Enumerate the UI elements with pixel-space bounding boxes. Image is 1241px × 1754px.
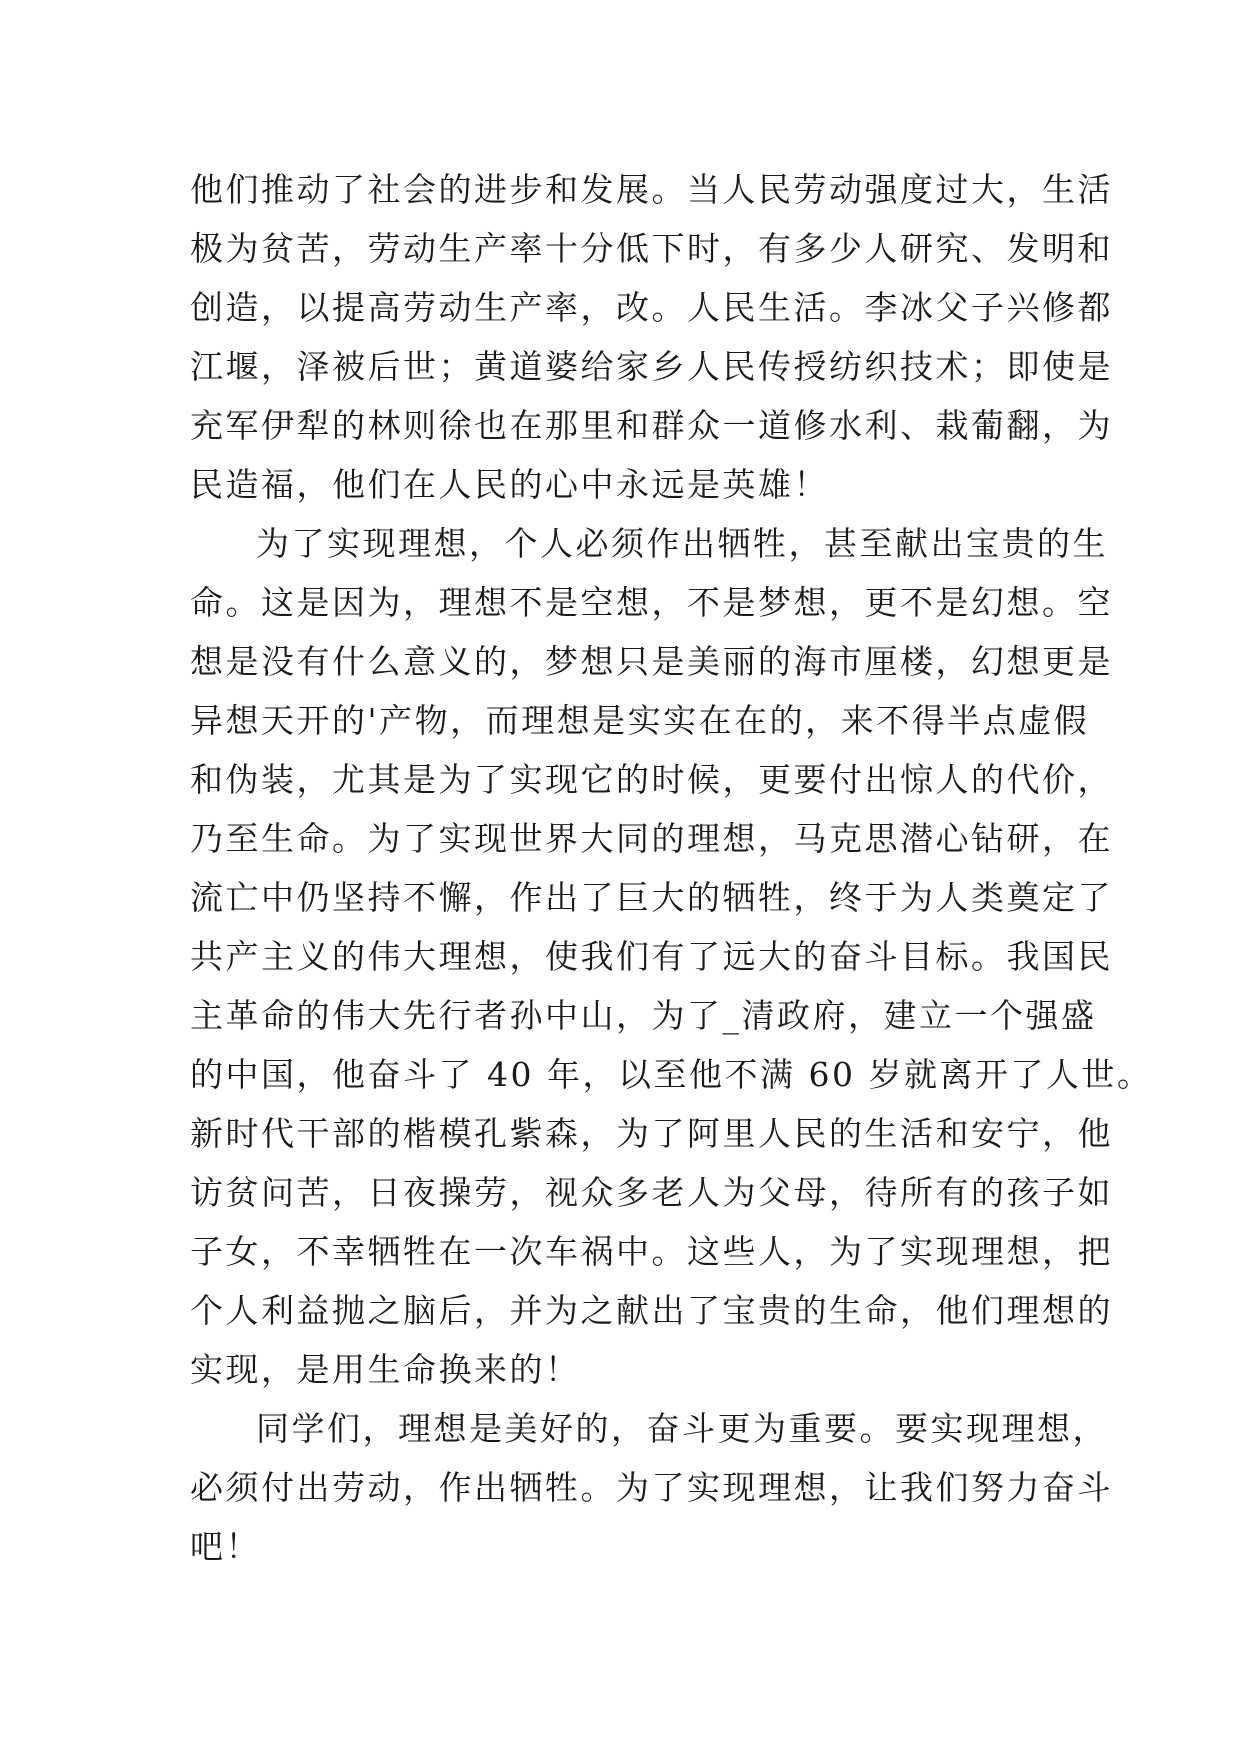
text-line: 子女，不幸牺牲在一次车祸中。这些人，为了实现理想，把 bbox=[190, 1232, 1113, 1271]
paragraph-1 bbox=[190, 160, 1113, 514]
text-line: 为了实现理想，个人必须作出牺牲，甚至献出宝贵的生 bbox=[256, 524, 1108, 563]
text-line: 想是没有什么意义的，梦想只是美丽的海市厘楼，幻想更是 bbox=[190, 642, 1113, 681]
paragraph-2 bbox=[190, 514, 1153, 1399]
text-line: 吧！ bbox=[190, 1527, 261, 1566]
text-line: 共产主义的伟大理想，使我们有了远大的奋斗目标。我国民 bbox=[190, 937, 1113, 976]
text-line: 访贫问苦，日夜操劳，视众多老人为父母，待所有的孩子如 bbox=[190, 1173, 1113, 1212]
text-line: 江堰，泽被后世；黄道婆给家乡人民传授纺织技术；即使是 bbox=[190, 347, 1113, 386]
paragraph-3 bbox=[190, 1399, 1113, 1576]
text-line: 个人利益抛之脑后，并为之献出了宝贵的生命，他们理想的 bbox=[190, 1291, 1113, 1330]
text-line: 命。这是因为，理想不是空想，不是梦想，更不是幻想。空 bbox=[190, 583, 1113, 622]
text-line: 主革命的伟大先行者孙中山，为了_清政府，建立一个强盛 bbox=[190, 996, 1097, 1035]
text-line: 必须付出劳动，作出牺牲。为了实现理想，让我们努力奋斗 bbox=[190, 1468, 1113, 1507]
text-line: 异想天开的'产物，而理想是实实在在的，来不得半点虚假 bbox=[190, 701, 1090, 740]
text-line: 的中国，他奋斗了 40 年，以至他不满 60 岁就离开了人世。 bbox=[190, 1055, 1153, 1094]
text-line: 新时代干部的楷模孔紫森，为了阿里人民的生活和安宁，他 bbox=[190, 1114, 1113, 1153]
text-line: 实现，是用生命换来的！ bbox=[190, 1350, 581, 1389]
text-line: 民造福，他们在人民的心中永远是英雄！ bbox=[190, 465, 829, 504]
document-body bbox=[190, 160, 1153, 1576]
text-line: 流亡中仍坚持不懈，作出了巨大的牺牲，终于为人类奠定了 bbox=[190, 878, 1113, 917]
text-line: 同学们，理想是美好的，奋斗更为重要。要实现理想， bbox=[256, 1409, 1108, 1448]
text-line: 他们推动了社会的进步和发展。当人民劳动强度过大，生活 bbox=[190, 170, 1113, 209]
text-line: 乃至生命。为了实现世界大同的理想，马克思潜心钻研，在 bbox=[190, 819, 1113, 858]
text-line: 和伪装，尤其是为了实现它的时候，更要付出惊人的代价， bbox=[190, 760, 1113, 799]
text-line: 极为贫苦，劳动生产率十分低下时，有多少人研究、发明和 bbox=[190, 229, 1113, 268]
text-line: 创造，以提高劳动生产率，改。人民生活。李冰父子兴修都 bbox=[190, 288, 1113, 327]
text-line: 充军伊犁的林则徐也在那里和群众一道修水利、栽葡翻，为 bbox=[190, 406, 1113, 445]
